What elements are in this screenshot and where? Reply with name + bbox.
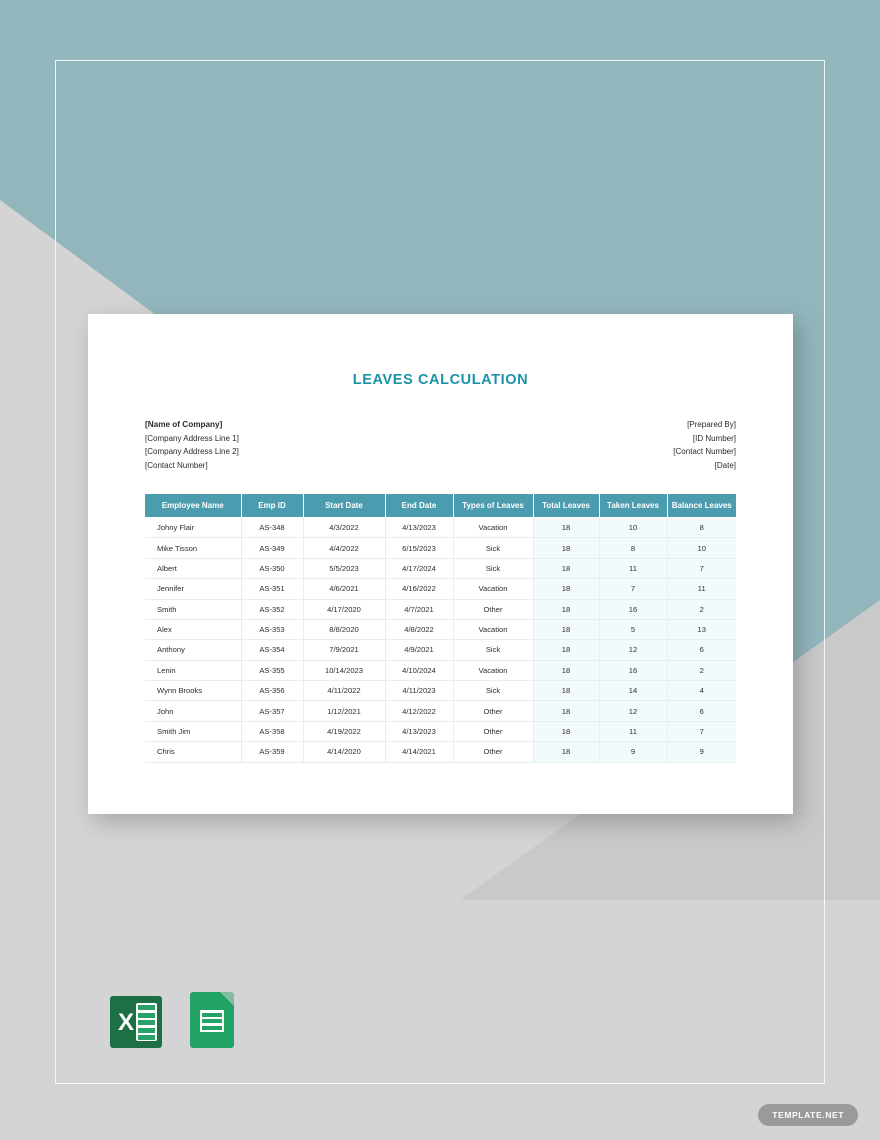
table-cell: 7	[667, 558, 736, 578]
table-cell: 11	[599, 721, 667, 741]
table-cell: 8	[667, 518, 736, 538]
table-cell: 12	[599, 640, 667, 660]
excel-grid-glyph	[136, 1003, 157, 1041]
prepared-id-number: [ID Number]	[692, 433, 736, 443]
table-cell: Smith Jim	[145, 721, 241, 741]
table-cell: 8	[599, 538, 667, 558]
table-row	[145, 640, 736, 660]
table-cell: 18	[533, 518, 599, 538]
table-cell: 7/9/2021	[303, 640, 385, 660]
table-cell: 6	[667, 701, 736, 721]
document-sheet	[88, 314, 793, 814]
table-cell: Vacation	[453, 518, 533, 538]
table-row	[145, 558, 736, 578]
column-header-total-leaves: Total Leaves	[533, 494, 599, 518]
table-cell: 7	[599, 579, 667, 599]
table-cell: AS-350	[241, 558, 303, 578]
table-cell: Vacation	[453, 579, 533, 599]
table-cell: 4/19/2022	[303, 721, 385, 741]
table-cell: 4/14/2021	[385, 742, 453, 762]
table-cell: Sick	[453, 558, 533, 578]
table-row	[145, 619, 736, 639]
table-cell: AS-357	[241, 701, 303, 721]
table-cell: 6	[667, 640, 736, 660]
watermark-badge: TEMPLATE.NET	[758, 1104, 858, 1126]
table-cell: 18	[533, 538, 599, 558]
table-row	[145, 742, 736, 762]
table-cell: 16	[599, 660, 667, 680]
table-cell: 4/10/2024	[385, 660, 453, 680]
table-cell: 8/8/2020	[303, 619, 385, 639]
table-cell: 6/15/2023	[385, 538, 453, 558]
excel-x-glyph: X	[118, 1009, 135, 1036]
table-cell: Sick	[453, 640, 533, 660]
table-cell: 5/5/2023	[303, 558, 385, 578]
table-row	[145, 518, 736, 538]
table-cell: 2	[667, 660, 736, 680]
table-cell: 18	[533, 660, 599, 680]
excel-file-icon[interactable]	[110, 996, 162, 1048]
table-cell: AS-356	[241, 681, 303, 701]
table-cell: 18	[533, 619, 599, 639]
prepared-date: [Date]	[714, 460, 736, 470]
document-meta	[145, 418, 736, 472]
table-row	[145, 721, 736, 741]
page-fold-glyph	[220, 992, 234, 1006]
table-row	[145, 660, 736, 680]
table-body	[145, 518, 736, 763]
table-cell: Sick	[453, 538, 533, 558]
company-address-line-1: [Company Address Line 1]	[145, 433, 239, 443]
table-cell: 4/9/2021	[385, 640, 453, 660]
table-cell: 18	[533, 742, 599, 762]
table-cell: 13	[667, 619, 736, 639]
column-header-start-date: Start Date	[303, 494, 385, 518]
table-cell: Other	[453, 701, 533, 721]
table-cell: AS-358	[241, 721, 303, 741]
table-cell: 18	[533, 558, 599, 578]
page-title: LEAVES CALCULATION	[352, 372, 529, 388]
table-cell: 10/14/2023	[303, 660, 385, 680]
table-cell: Jennifer	[145, 579, 241, 599]
column-header-emp-id: Emp ID	[241, 494, 303, 518]
column-header-taken-leaves: Taken Leaves	[599, 494, 667, 518]
table-row	[145, 538, 736, 558]
table-row	[145, 579, 736, 599]
column-header-end-date: End Date	[385, 494, 453, 518]
table-cell: AS-353	[241, 619, 303, 639]
table-row	[145, 599, 736, 619]
table-row	[145, 681, 736, 701]
table-cell: 4/13/2023	[385, 518, 453, 538]
table-cell: Chris	[145, 742, 241, 762]
table-cell: 4/11/2023	[385, 681, 453, 701]
table-cell: Johny Flair	[145, 518, 241, 538]
table-cell: 4/6/2021	[303, 579, 385, 599]
table-cell: 1/12/2021	[303, 701, 385, 721]
leaves-table	[145, 494, 736, 763]
table-cell: 4/4/2022	[303, 538, 385, 558]
google-sheets-file-icon[interactable]	[190, 992, 234, 1048]
table-cell: 5	[599, 619, 667, 639]
table-cell: 14	[599, 681, 667, 701]
table-row	[145, 701, 736, 721]
table-cell: 4	[667, 681, 736, 701]
table-cell: 4/17/2020	[303, 599, 385, 619]
table-cell: Other	[453, 742, 533, 762]
table-cell: Vacation	[453, 660, 533, 680]
table-cell: 4/16/2022	[385, 579, 453, 599]
table-cell: 4/8/2022	[385, 619, 453, 639]
table-cell: 4/7/2021	[385, 599, 453, 619]
table-cell: 2	[667, 599, 736, 619]
prepared-block	[673, 418, 736, 472]
company-address-line-2: [Company Address Line 2]	[145, 447, 239, 456]
table-cell: 18	[533, 599, 599, 619]
table-cell: Vacation	[453, 619, 533, 639]
table-cell: Lenin	[145, 660, 241, 680]
table-cell: AS-355	[241, 660, 303, 680]
table-cell: 18	[533, 579, 599, 599]
table-cell: 9	[599, 742, 667, 762]
table-cell: AS-359	[241, 742, 303, 762]
table-cell: 4/17/2024	[385, 558, 453, 578]
company-block	[145, 418, 239, 472]
table-cell: 9	[667, 742, 736, 762]
table-cell: AS-348	[241, 518, 303, 538]
table-cell: 18	[533, 701, 599, 721]
table-cell: 10	[667, 538, 736, 558]
column-header-employee-name: Employee Name	[145, 494, 241, 518]
table-cell: Other	[453, 721, 533, 741]
prepared-contact-number: [Contact Number]	[673, 447, 736, 456]
table-cell: Anthony	[145, 640, 241, 660]
company-contact: [Contact Number]	[145, 460, 208, 470]
table-cell: 12	[599, 701, 667, 721]
table-cell: 18	[533, 681, 599, 701]
table-cell: 11	[599, 558, 667, 578]
table-header-row	[145, 494, 736, 518]
file-format-icons	[110, 992, 234, 1048]
sheets-grid-glyph	[200, 1010, 224, 1032]
table-cell: AS-352	[241, 599, 303, 619]
table-cell: Sick	[453, 681, 533, 701]
table-cell: Wynn Brooks	[145, 681, 241, 701]
table-cell: Mike Tisson	[145, 538, 241, 558]
table-cell: 18	[533, 721, 599, 741]
table-cell: 4/13/2023	[385, 721, 453, 741]
table-cell: John	[145, 701, 241, 721]
table-cell: 4/3/2022	[303, 518, 385, 538]
table-cell: AS-354	[241, 640, 303, 660]
table-cell: 18	[533, 640, 599, 660]
table-cell: AS-349	[241, 538, 303, 558]
prepared-by: [Prepared By]	[687, 420, 736, 429]
table-cell: Alex	[145, 619, 241, 639]
table-cell: 7	[667, 721, 736, 741]
table-cell: AS-351	[241, 579, 303, 599]
table-cell: 4/14/2020	[303, 742, 385, 762]
table-cell: 11	[667, 579, 736, 599]
column-header-types-of-leaves: Types of Leaves	[453, 494, 533, 518]
table-cell: 4/11/2022	[303, 681, 385, 701]
table-cell: 10	[599, 518, 667, 538]
company-name: [Name of Company]	[145, 420, 223, 429]
table-cell: Albert	[145, 558, 241, 578]
column-header-balance-leaves: Balance Leaves	[667, 494, 736, 518]
table-cell: 4/12/2022	[385, 701, 453, 721]
table-cell: Other	[453, 599, 533, 619]
table-cell: Smith	[145, 599, 241, 619]
table-cell: 16	[599, 599, 667, 619]
